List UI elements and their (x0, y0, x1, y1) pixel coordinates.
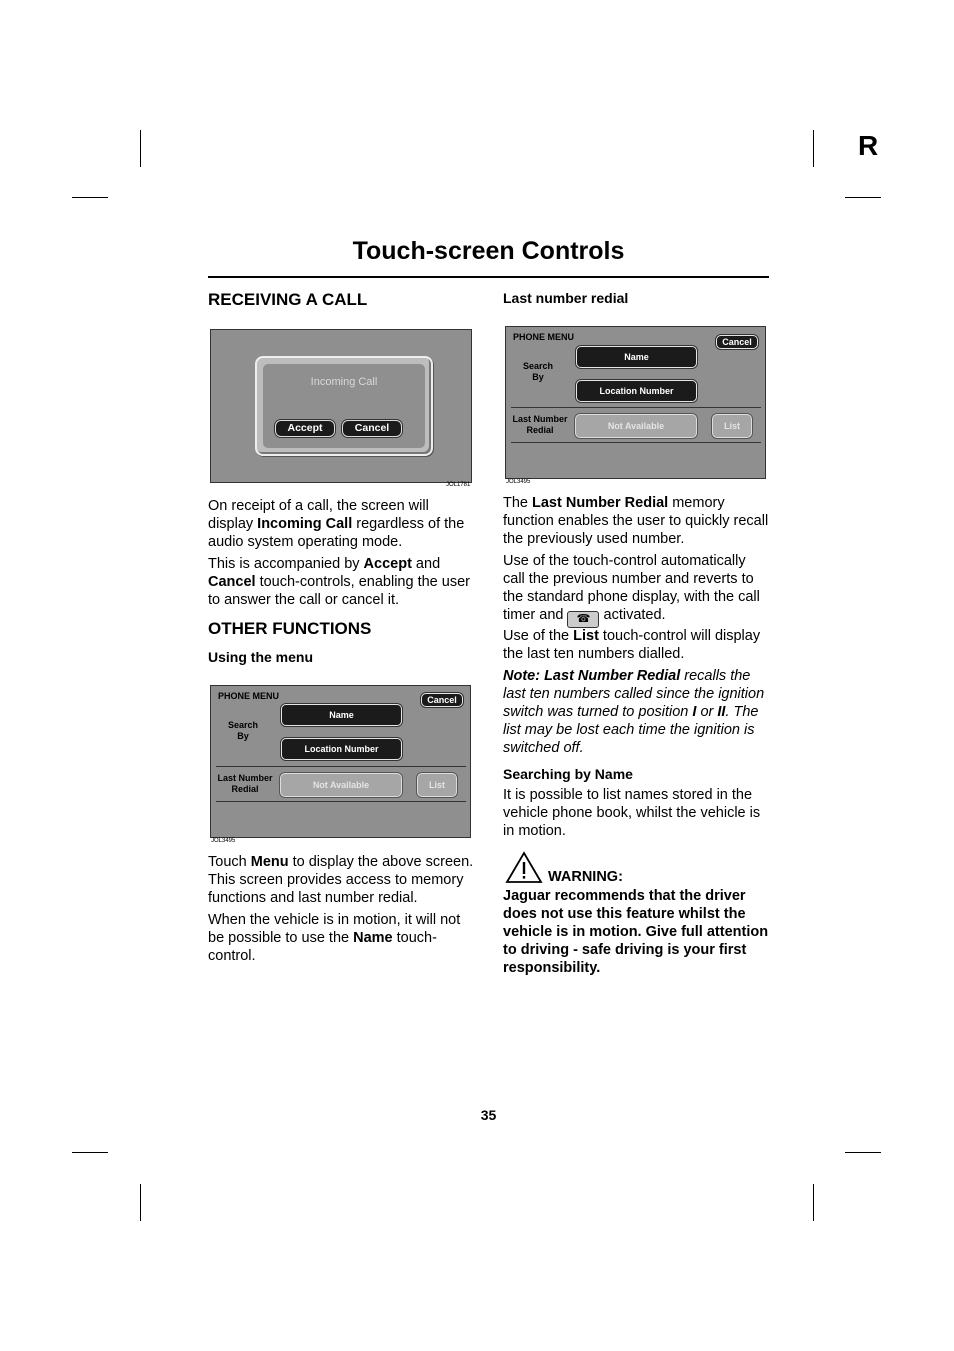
title-rule (208, 276, 769, 278)
paragraph: This is accompanied by Accept and Cancel touch-controls, enabling the user to answer the call or cancel it. (208, 556, 470, 608)
search-by-label: Search By (522, 361, 554, 382)
figure-code: JOL1781 (446, 482, 471, 488)
cancel-button[interactable]: Cancel (342, 420, 402, 437)
accept-button[interactable]: Accept (275, 420, 335, 437)
incoming-call-title: Incoming Call (310, 376, 378, 388)
divider (216, 766, 466, 767)
page-number: 35 (480, 1107, 497, 1123)
using-menu-heading: Using the menu (208, 649, 314, 665)
crop-mark (72, 1152, 108, 1153)
search-by-label: Search By (227, 720, 259, 741)
paragraph: When the vehicle is in motion, it will not be possible to use the Name touch-control. (208, 912, 461, 964)
warning-triangle-icon (505, 851, 543, 884)
section-letter: R (858, 130, 879, 161)
crop-mark (813, 130, 814, 167)
phone-menu-header: PHONE MENU (513, 332, 575, 342)
name-button[interactable]: Name (576, 346, 697, 368)
other-functions-heading: OTHER FUNCTIONS (208, 619, 372, 638)
warning-text: Jaguar recommends that the driver does not use this feature whilst the vehicle is in motion. Give full attention to driving - safe driving is your first responsibility. (503, 888, 769, 976)
crop-mark (845, 197, 881, 198)
figure-code: JOL3495 (506, 479, 531, 485)
paragraph: Use of the List touch-control will display the last ten numbers dialled. (503, 628, 761, 662)
divider (511, 407, 761, 408)
phone-handset-icon: ☎ (567, 611, 599, 628)
phone-menu-header: PHONE MENU (218, 691, 280, 701)
note: Note: Last Number Redial recalls the last ten numbers called since the ignition switch was turned to position I or II. The list may be lost each time the ignition is switched off. (503, 668, 765, 756)
not-available-field: Not Available (575, 414, 697, 438)
paragraph: The Last Number Redial memory function enables the user to quickly recall the previously used number. (503, 495, 769, 547)
receiving-heading: RECEIVING A CALL (208, 290, 368, 309)
crop-mark (140, 130, 141, 167)
not-available-field: Not Available (280, 773, 402, 797)
location-number-button[interactable]: Location Number (576, 380, 697, 402)
paragraph: Use of the touch-control automatically call the previous number and reverts to the standard phone display, with the call timer and ☎ activated. (503, 552, 769, 628)
list-button[interactable]: List (417, 773, 457, 797)
list-button[interactable]: List (712, 414, 752, 438)
crop-mark (72, 197, 108, 198)
incoming-call-figure (210, 329, 472, 483)
searching-by-name-heading: Searching by Name (503, 766, 633, 782)
paragraph: Touch Menu to display the above screen. This screen provides access to memory functions and last number redial. (208, 854, 474, 906)
location-number-button[interactable]: Location Number (281, 738, 402, 760)
crop-mark (845, 1152, 881, 1153)
divider (511, 442, 761, 443)
cancel-button[interactable]: Cancel (421, 693, 463, 707)
crop-mark (140, 1184, 141, 1221)
last-number-redial-label: Last Number Redial (217, 773, 273, 794)
paragraph: It is possible to list names stored in the vehicle phone book, whilst the vehicle is in motion. (503, 787, 761, 839)
phone-menu-figure (210, 685, 471, 838)
warning-label: WARNING: (548, 869, 623, 885)
last-number-redial-label: Last Number Redial (512, 414, 568, 435)
page-title: Touch-screen Controls (352, 237, 625, 265)
last-number-redial-heading: Last number redial (503, 290, 629, 306)
name-button[interactable]: Name (281, 704, 402, 726)
paragraph: On receipt of a call, the screen will display Incoming Call regardless of the audio system operating mode. (208, 498, 465, 550)
phone-menu-figure (505, 326, 766, 479)
divider (216, 801, 466, 802)
crop-mark (813, 1184, 814, 1221)
cancel-button[interactable]: Cancel (716, 335, 758, 349)
figure-code: JOL3495 (211, 838, 236, 844)
incoming-call-dialog (255, 356, 433, 456)
